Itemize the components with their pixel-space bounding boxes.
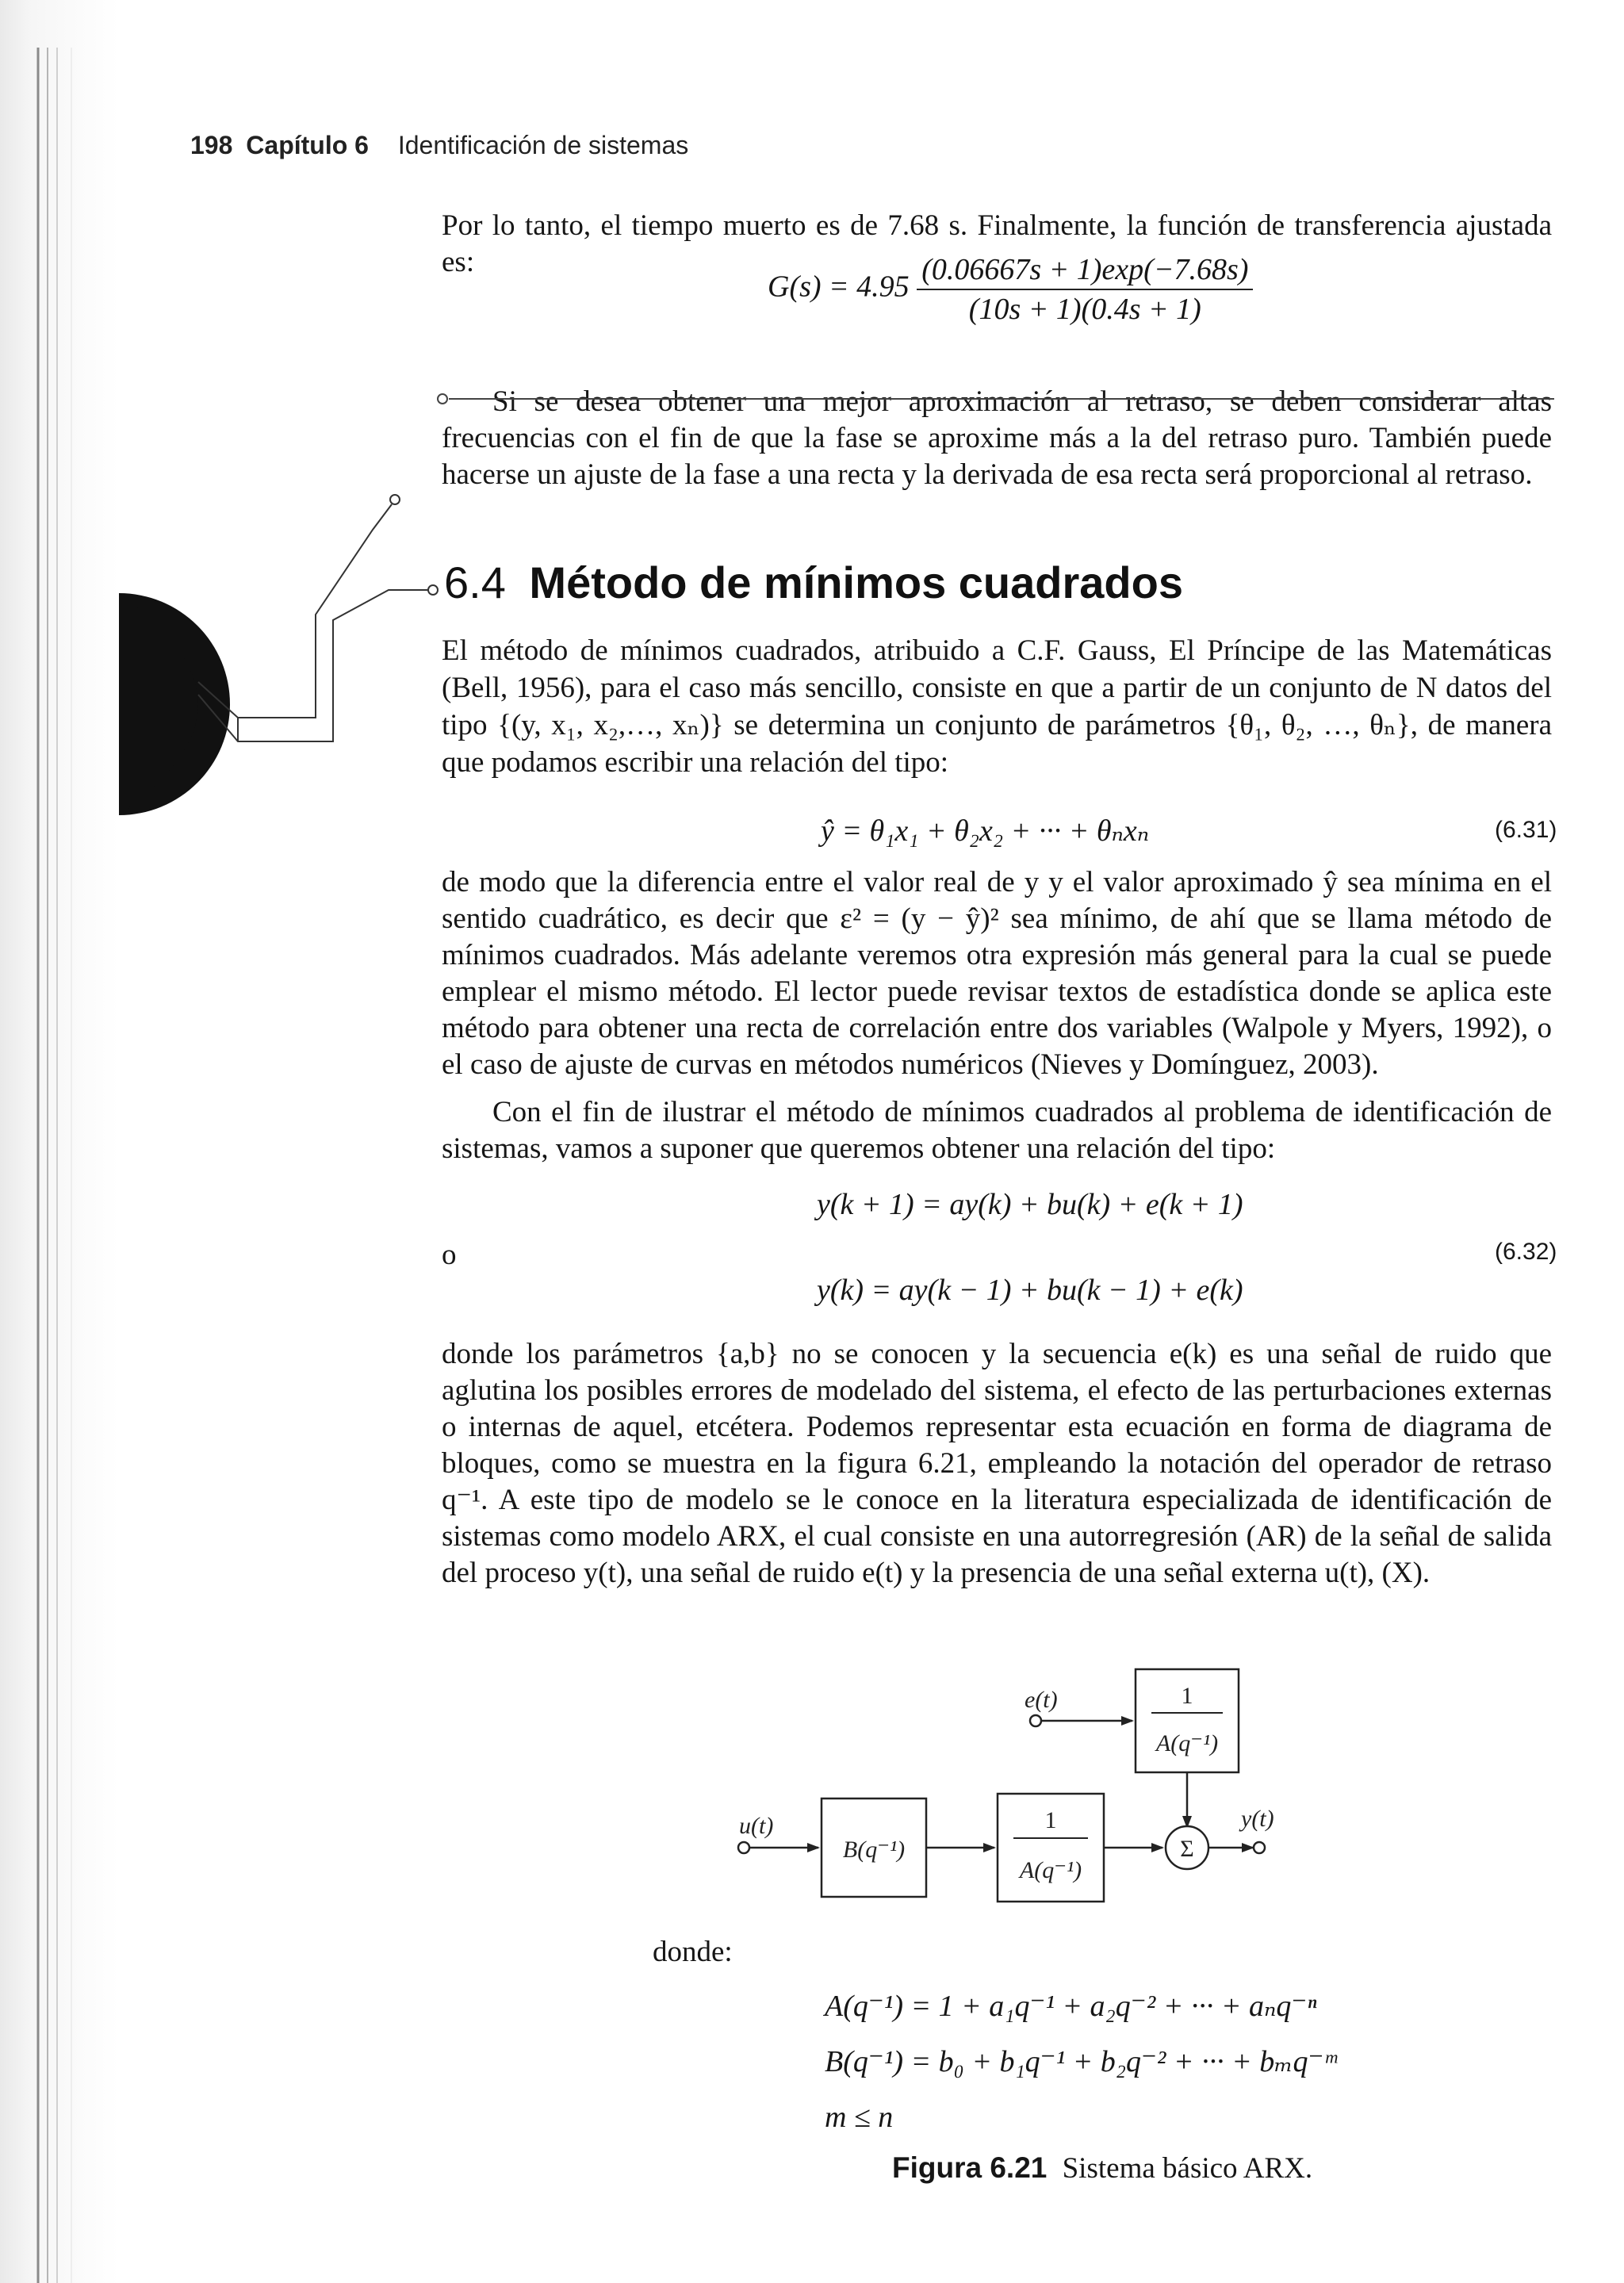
section-title: Método de mínimos cuadrados xyxy=(529,557,1183,607)
equation-lhs: G(s) = 4.95 xyxy=(768,270,910,304)
paragraph-text: de modo que la diferencia entre el valor real de y y el valor aproximado ŷ sea mínima en el sentido cuadrático, es decir que ε² = (y − ŷ)² sea mínimo, de ahí que se llama método de mínimos cuadrados. Más adelante veremos otra expresión más general para la cual se puede emplear el mismo método. El lector puede revisar textos de estadística donde se aplica este método para obtener una recta de correlación entre dos variables (Walpole y Myers, 1992), o el caso de ajuste de curvas en métodos numéricos (Nieves y Domínguez, 2003). xyxy=(442,866,1552,1081)
equation-numerator: (0.06667s + 1)exp(−7.68s) xyxy=(917,252,1253,290)
equation-body: ŷ = θ₁x₁ + θ₂x₂ + ··· + θₙxₙ xyxy=(821,814,1150,848)
page-number: 198 xyxy=(190,131,233,159)
input-block-label: B(q⁻¹) xyxy=(842,1837,906,1863)
a-polynomial: A(q⁻¹) = 1 + a₁q⁻¹ + a₂q⁻² + ··· + aₙq⁻ⁿ xyxy=(825,1990,1317,2023)
donde-label: donde: xyxy=(653,1936,733,1968)
figure-label: Figura 6.21 xyxy=(892,2151,1048,2184)
b-polynomial: B(q⁻¹) = b₀ + b₁q⁻¹ + b₂q⁻² + ··· + bₘq⁻ᵐ xyxy=(825,2045,1337,2078)
output-y-label: y(t) xyxy=(1241,1806,1274,1832)
sum-symbol: Σ xyxy=(1180,1836,1194,1862)
chapter-title: Identificación de sistemas xyxy=(397,131,689,159)
section-number: 6.4 xyxy=(444,557,506,607)
noise-block-numerator: 1 xyxy=(1181,1683,1193,1709)
figure-caption-text: Sistema básico ARX. xyxy=(1062,2152,1313,2185)
equation-denominator: (10s + 1)(0.4s + 1) xyxy=(968,293,1201,326)
polynomial-definitions xyxy=(825,1978,1336,2145)
order-condition: m ≤ n xyxy=(825,2101,894,2134)
process-block-numerator: 1 xyxy=(1044,1807,1057,1833)
chapter-label: Capítulo 6 xyxy=(246,131,369,159)
equation-body: y(k) = ay(k − 1) + bu(k − 1) + e(k) xyxy=(817,1274,1243,1307)
figure-caption xyxy=(892,2151,1312,2185)
connector-text: o xyxy=(442,1239,457,1271)
paragraph-text: Con el fin de ilustrar el método de mínimos cuadrados al problema de identificación de sistemas, vamos a suponer que queremos obtener una relación del tipo: xyxy=(442,1096,1552,1165)
process-block-denominator: A(q⁻¹) xyxy=(1019,1857,1082,1883)
equation-number-6-32: (6.32) xyxy=(1495,1239,1557,1265)
input-e-label: e(t) xyxy=(1025,1687,1058,1713)
noise-block-denominator: A(q⁻¹) xyxy=(1155,1730,1219,1756)
paragraph-text: El método de mínimos cuadrados, atribuido a C.F. Gauss, El Príncipe de las Matemáticas (Bell, 1956), para el caso más sencillo, consiste en que a partir de un conjunto de N datos del tipo {(y, x₁, x₂,…, xₙ)} se determina un conjunto de parámetros {θ₁, θ₂, …, θₙ}, de manera que podamos escribir una relación del tipo: xyxy=(442,634,1552,779)
input-u-label: u(t) xyxy=(739,1813,774,1839)
equation-number-6-31: (6.31) xyxy=(1495,817,1557,843)
paragraph-text: Si se desea obtener una mejor aproximación al retraso, se deben considerar altas frecuencias con el fin de que la fase se aproxime más a la del retraso puro. También puede hacerse un ajuste de la fase a una recta y la derivada de esa recta será proporcional al retraso. xyxy=(442,385,1552,491)
paragraph-text: donde los parámetros {a,b} no se conocen y la secuencia e(k) es una señal de ruido que aglutina los posibles errores de modelado del sistema, el efecto de las perturbaciones externas o internas de aquel, etcétera. Podemos representar esta ecuación en forma de diagrama de bloques, como se muestra en la figura 6.21, empleando la notación del operador de retraso q⁻¹. A este tipo de modelo se le conoce en la literatura especializada de identificación de sistemas como modelo ARX, el cual consiste en una autorregresión (AR) de la señal de salida del proceso y(t), una señal de ruido e(t) y la presencia de una señal externa u(t), (X). xyxy=(442,1338,1552,1589)
paragraph-text: Por lo tanto, el tiempo muerto es de 7.68 s. Finalmente, la función de transferencia ajustada es: xyxy=(442,209,1552,278)
equation-body: y(k + 1) = ay(k) + bu(k) + e(k + 1) xyxy=(817,1188,1243,1221)
